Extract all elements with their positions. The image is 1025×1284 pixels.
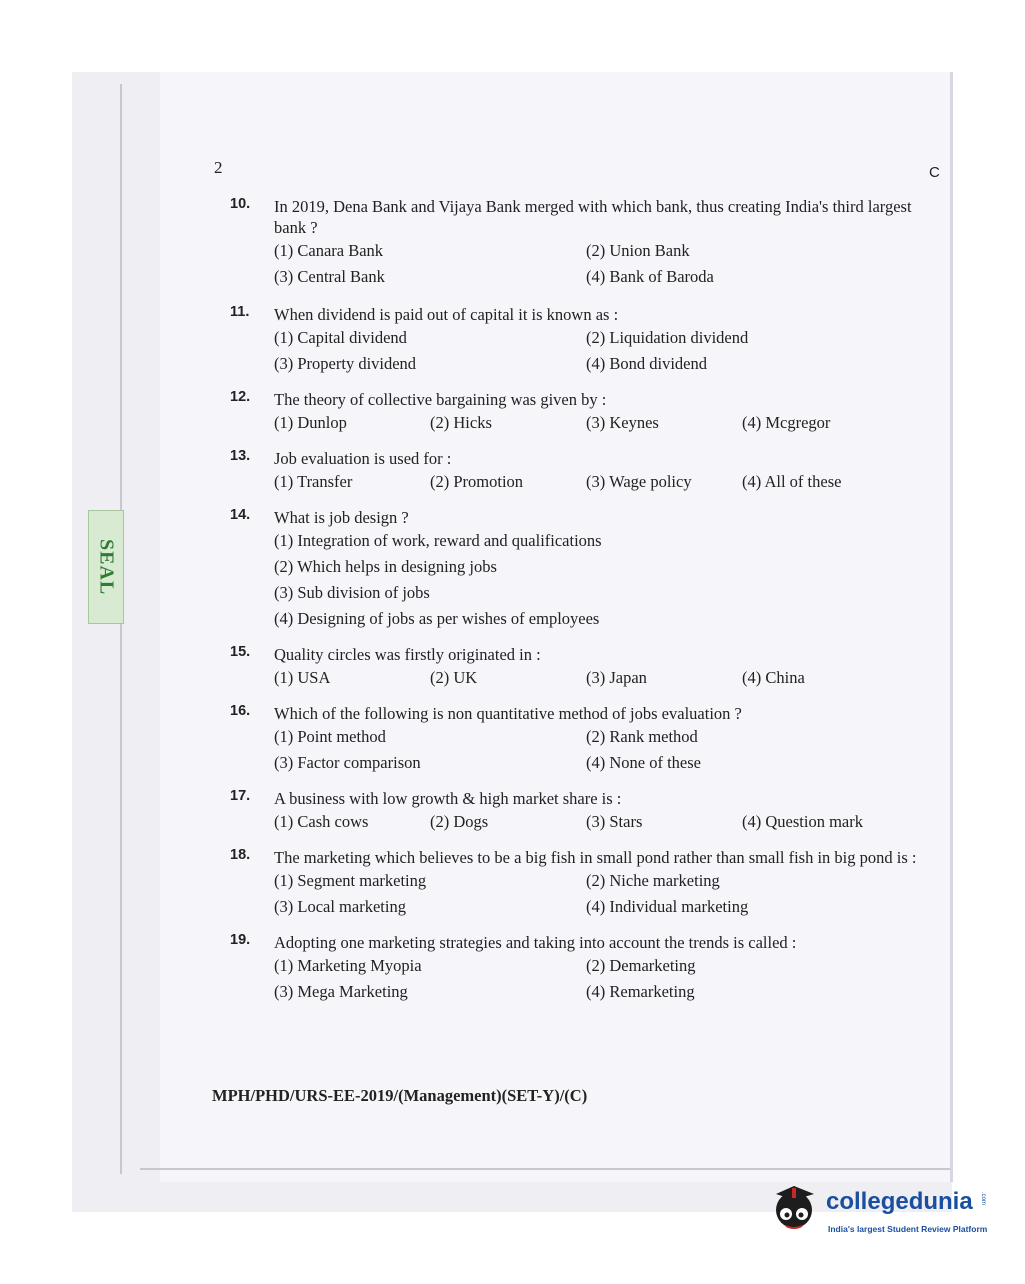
brand-name: collegedunia [826, 1188, 973, 1215]
question-text: The marketing which believes to be a big fish in small pond rather than small fish in big pond is : [274, 848, 917, 867]
option: (4) Bond dividend [586, 354, 707, 373]
question-11 [230, 304, 930, 377]
question-number: 18. [230, 847, 251, 863]
question-number: 10. [230, 196, 251, 212]
page-edge-left [120, 84, 122, 1174]
option: (2) Liquidation dividend [586, 328, 749, 347]
option: (2) Niche marketing [586, 871, 720, 890]
question-number: 14. [230, 507, 251, 523]
option: (3) Stars [586, 812, 643, 831]
options [274, 868, 930, 920]
option: (1) Transfer [274, 472, 353, 491]
option: (1) Point method [274, 727, 386, 746]
question-text: A business with low growth & high market share is : [274, 789, 622, 808]
option: (2) Demarketing [586, 956, 696, 975]
option: (4) None of these [586, 753, 702, 772]
option: (1) USA [274, 668, 331, 687]
option: (2) Union Bank [586, 241, 690, 260]
option: (4) Question mark [742, 812, 863, 831]
option: (2) Which helps in designing jobs [274, 557, 497, 576]
option: (3) Mega Marketing [274, 982, 408, 1001]
option: (3) Local marketing [274, 897, 406, 916]
option: (1) Marketing Myopia [274, 956, 422, 975]
question-13 [230, 448, 930, 495]
collegedunia-logo[interactable] [768, 1180, 998, 1250]
option: (3) Keynes [586, 413, 659, 432]
question-number: 17. [230, 788, 251, 804]
paper-code: MPH/PHD/URS-EE-2019/(Management)(SET-Y)/(C) [212, 1086, 588, 1105]
option: (1) Dunlop [274, 413, 347, 432]
question-12 [230, 389, 930, 436]
option: (3) Sub division of jobs [274, 583, 430, 602]
option: (1) Canara Bank [274, 241, 384, 260]
option: (4) Designing of jobs as per wishes of employees [274, 609, 600, 628]
page-edge-bottom [140, 1168, 950, 1170]
question-number: 13. [230, 448, 251, 464]
question-text: Job evaluation is used for : [274, 449, 452, 468]
option: (2) Dogs [430, 812, 489, 831]
option: (4) China [742, 668, 805, 687]
option: (2) UK [430, 668, 478, 687]
brand-tagline: India's largest Student Review Platform [828, 1224, 988, 1234]
question-number: 16. [230, 703, 251, 719]
mascot-icon [768, 1180, 824, 1240]
question-list [230, 196, 930, 1005]
seal-strip [88, 510, 124, 624]
seal-label: SEAL [95, 538, 118, 596]
options [274, 410, 930, 436]
question-text: Which of the following is non quantitative method of jobs evaluation ? [274, 704, 742, 723]
question-number: 11. [230, 304, 250, 320]
option: (3) Wage policy [586, 472, 692, 491]
option: (2) Promotion [430, 472, 524, 491]
options [274, 325, 930, 377]
question-number: 12. [230, 389, 251, 405]
question-14 [230, 507, 930, 632]
options [274, 953, 930, 1005]
question-19 [230, 932, 930, 1005]
question-text: The theory of collective bargaining was given by : [274, 390, 607, 409]
question-10 [230, 196, 930, 290]
option: (3) Factor comparison [274, 753, 421, 772]
options [274, 238, 930, 290]
option: (4) All of these [742, 472, 842, 491]
options [274, 724, 930, 776]
option: (1) Segment marketing [274, 871, 427, 890]
option: (4) Bank of Baroda [586, 267, 714, 286]
option: (1) Capital dividend [274, 328, 407, 347]
question-text: Adopting one marketing strategies and taking into account the trends is called : [274, 933, 797, 952]
option: (3) Central Bank [274, 267, 385, 286]
options [274, 809, 930, 835]
option: (4) Remarketing [586, 982, 695, 1001]
options [274, 665, 930, 691]
option: (1) Integration of work, reward and qualifications [274, 531, 602, 550]
option: (4) Individual marketing [586, 897, 749, 916]
option: (3) Japan [586, 668, 647, 687]
question-16 [230, 703, 930, 776]
question-text: What is job design ? [274, 508, 409, 527]
question-18 [230, 847, 930, 920]
option: (2) Hicks [430, 413, 492, 432]
question-number: 15. [230, 644, 251, 660]
option: (3) Property dividend [274, 354, 417, 373]
option: (2) Rank method [586, 727, 698, 746]
option: (1) Cash cows [274, 812, 369, 831]
question-text: In 2019, Dena Bank and Vijaya Bank merged with which bank, thus creating India's third largest bank ? [274, 197, 912, 237]
set-code: C [929, 164, 940, 181]
options [274, 469, 930, 495]
option: (4) Mcgregor [742, 413, 831, 432]
question-15 [230, 644, 930, 691]
question-number: 19. [230, 932, 251, 948]
question-17 [230, 788, 930, 835]
question-text: When dividend is paid out of capital it is known as : [274, 305, 619, 324]
page-number: 2 [214, 158, 223, 177]
options [274, 528, 930, 632]
brand-suffix: .com [980, 1192, 986, 1206]
question-text: Quality circles was firstly originated in : [274, 645, 541, 664]
